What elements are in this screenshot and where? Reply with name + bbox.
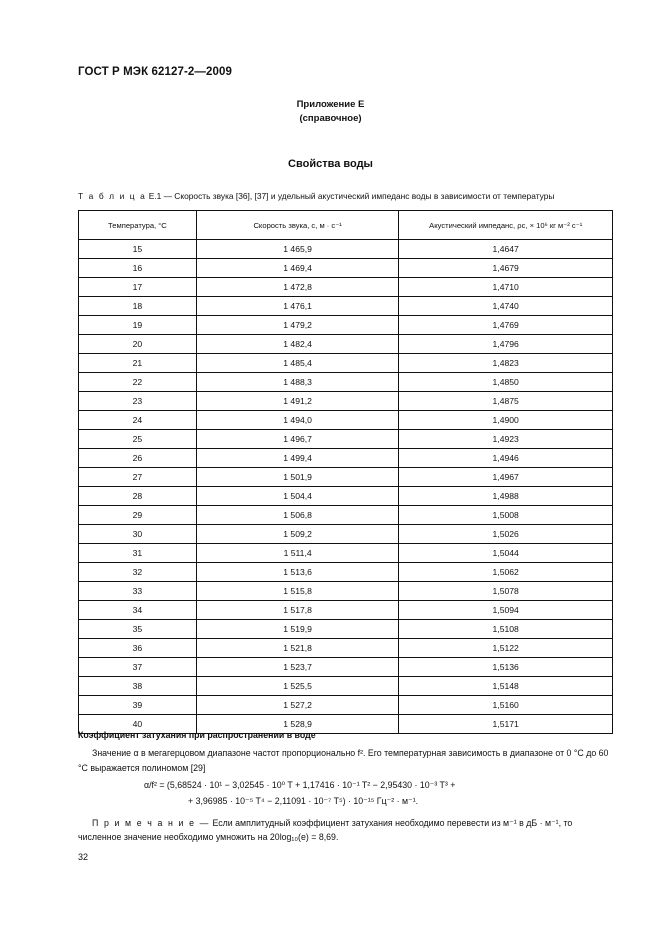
table-row	[79, 335, 613, 354]
table-row	[79, 278, 613, 297]
cell-sound-speed: 1 491,2	[196, 392, 399, 411]
table-row	[79, 506, 613, 525]
cell-impedance: 1,4988	[399, 487, 613, 506]
cell-impedance: 1,5136	[399, 658, 613, 677]
cell-temperature: 18	[79, 297, 197, 316]
cell-impedance: 1,4875	[399, 392, 613, 411]
table-row	[79, 677, 613, 696]
cell-impedance: 1,4923	[399, 430, 613, 449]
table-row	[79, 373, 613, 392]
table-row	[79, 354, 613, 373]
cell-impedance: 1,5078	[399, 582, 613, 601]
cell-temperature: 33	[79, 582, 197, 601]
cell-temperature: 39	[79, 696, 197, 715]
table-row	[79, 696, 613, 715]
cell-temperature: 31	[79, 544, 197, 563]
cell-temperature: 30	[79, 525, 197, 544]
cell-temperature: 29	[79, 506, 197, 525]
cell-sound-speed: 1 517,8	[196, 601, 399, 620]
cell-impedance: 1,4967	[399, 468, 613, 487]
table-body	[79, 240, 613, 734]
cell-impedance: 1,4850	[399, 373, 613, 392]
cell-impedance: 1,5044	[399, 544, 613, 563]
cell-temperature: 24	[79, 411, 197, 430]
table-row	[79, 259, 613, 278]
cell-impedance: 1,5160	[399, 696, 613, 715]
cell-temperature: 32	[79, 563, 197, 582]
table-row	[79, 468, 613, 487]
cell-impedance: 1,4900	[399, 411, 613, 430]
cell-impedance: 1,4796	[399, 335, 613, 354]
cell-temperature: 20	[79, 335, 197, 354]
cell-impedance: 1,5108	[399, 620, 613, 639]
cell-impedance: 1,4946	[399, 449, 613, 468]
cell-sound-speed: 1 496,7	[196, 430, 399, 449]
cell-temperature: 28	[79, 487, 197, 506]
table-row	[79, 449, 613, 468]
formula-line-2: + 3,96985 · 10⁻⁵ T⁴ − 2,11091 · 10⁻⁷ T⁵) · 10⁻¹⁵ Гц⁻² · м⁻¹.	[188, 796, 419, 806]
table-row	[79, 411, 613, 430]
annex-status: (справочное)	[299, 113, 362, 124]
annex-heading	[0, 98, 661, 126]
cell-sound-speed: 1 513,6	[196, 563, 399, 582]
formula-line-1: α/f² = (5,68524 · 10¹ − 3,02545 · 10⁰ T + 1,17416 · 10⁻¹ T² − 2,95430 · 10⁻³ T³ +	[144, 780, 456, 790]
table-row	[79, 240, 613, 259]
cell-sound-speed: 1 519,9	[196, 620, 399, 639]
cell-impedance: 1,4740	[399, 297, 613, 316]
table-row	[79, 316, 613, 335]
cell-temperature: 34	[79, 601, 197, 620]
cell-sound-speed: 1 521,8	[196, 639, 399, 658]
cell-temperature: 36	[79, 639, 197, 658]
cell-sound-speed: 1 511,4	[196, 544, 399, 563]
table-row	[79, 430, 613, 449]
cell-sound-speed: 1 465,9	[196, 240, 399, 259]
annex-title: Приложение Е	[296, 99, 365, 110]
cell-impedance: 1,4679	[399, 259, 613, 278]
cell-sound-speed: 1 509,2	[196, 525, 399, 544]
cell-temperature: 40	[79, 715, 197, 734]
standard-header: ГОСТ Р МЭК 62127-2—2009	[78, 66, 232, 78]
page-number: 32	[78, 852, 89, 862]
cell-temperature: 35	[79, 620, 197, 639]
table-row	[79, 620, 613, 639]
note-label: П р и м е ч а н и е —	[92, 818, 211, 828]
cell-sound-speed: 1 469,4	[196, 259, 399, 278]
cell-temperature: 26	[79, 449, 197, 468]
cell-sound-speed: 1 488,3	[196, 373, 399, 392]
cell-sound-speed: 1 504,4	[196, 487, 399, 506]
cell-temperature: 23	[79, 392, 197, 411]
table-row	[79, 582, 613, 601]
table-row	[79, 544, 613, 563]
table-caption-text: Е.1 — Скорость звука [36], [37] и удельный акустический импеданс воды в зависимости от температуры	[148, 191, 555, 201]
cell-temperature: 27	[79, 468, 197, 487]
cell-sound-speed: 1 527,2	[196, 696, 399, 715]
cell-impedance: 1,4769	[399, 316, 613, 335]
table-caption	[78, 191, 554, 201]
cell-sound-speed: 1 499,4	[196, 449, 399, 468]
column-header-impedance: Акустический импеданс, ρc, × 10⁶ кг м⁻² с⁻¹	[399, 211, 613, 240]
cell-sound-speed: 1 472,8	[196, 278, 399, 297]
section-title: Свойства воды	[288, 158, 373, 170]
cell-impedance: 1,4823	[399, 354, 613, 373]
attenuation-title: Коэффициент затухания при распространении в воде	[78, 730, 316, 740]
cell-temperature: 16	[79, 259, 197, 278]
cell-impedance: 1,5026	[399, 525, 613, 544]
cell-temperature: 37	[79, 658, 197, 677]
cell-temperature: 21	[79, 354, 197, 373]
cell-sound-speed: 1 506,8	[196, 506, 399, 525]
table-row	[79, 563, 613, 582]
cell-temperature: 19	[79, 316, 197, 335]
cell-sound-speed: 1 476,1	[196, 297, 399, 316]
cell-impedance: 1,5148	[399, 677, 613, 696]
column-header-sound-speed: Скорость звука, c, м · с⁻¹	[196, 211, 399, 240]
column-header-temperature: Температура, °С	[79, 211, 197, 240]
cell-temperature: 25	[79, 430, 197, 449]
water-properties-table	[78, 210, 613, 734]
table-row	[79, 601, 613, 620]
table-caption-label: Т а б л и ц а	[78, 191, 147, 201]
cell-sound-speed: 1 485,4	[196, 354, 399, 373]
table-row	[79, 487, 613, 506]
cell-sound-speed: 1 515,8	[196, 582, 399, 601]
cell-impedance: 1,5171	[399, 715, 613, 734]
cell-sound-speed: 1 528,9	[196, 715, 399, 734]
cell-impedance: 1,5062	[399, 563, 613, 582]
table-row	[79, 525, 613, 544]
cell-temperature: 22	[79, 373, 197, 392]
cell-impedance: 1,5094	[399, 601, 613, 620]
table-header-row	[79, 211, 613, 240]
cell-temperature: 38	[79, 677, 197, 696]
cell-sound-speed: 1 479,2	[196, 316, 399, 335]
attenuation-paragraph: Значение α в мегагерцовом диапазоне частот пропорционально f². Его температурная зависимость в диапазоне от 0 °С до 60 °С выражается полиномом [29]	[78, 748, 609, 773]
cell-impedance: 1,4710	[399, 278, 613, 297]
table-row	[79, 392, 613, 411]
table-row	[79, 658, 613, 677]
cell-temperature: 17	[79, 278, 197, 297]
cell-impedance: 1,4647	[399, 240, 613, 259]
cell-impedance: 1,5122	[399, 639, 613, 658]
cell-sound-speed: 1 523,7	[196, 658, 399, 677]
cell-temperature: 15	[79, 240, 197, 259]
cell-impedance: 1,5008	[399, 506, 613, 525]
cell-sound-speed: 1 494,0	[196, 411, 399, 430]
cell-sound-speed: 1 482,4	[196, 335, 399, 354]
cell-sound-speed: 1 501,9	[196, 468, 399, 487]
cell-sound-speed: 1 525,5	[196, 677, 399, 696]
table-row	[79, 297, 613, 316]
table-row	[79, 639, 613, 658]
note	[78, 816, 613, 844]
note-text: Если амплитудный коэффициент затухания необходимо перевести из м⁻¹ в дБ · м⁻¹, то численное значение необходимо умножить на 20log₁₀(e) = 8,69.	[78, 818, 573, 842]
